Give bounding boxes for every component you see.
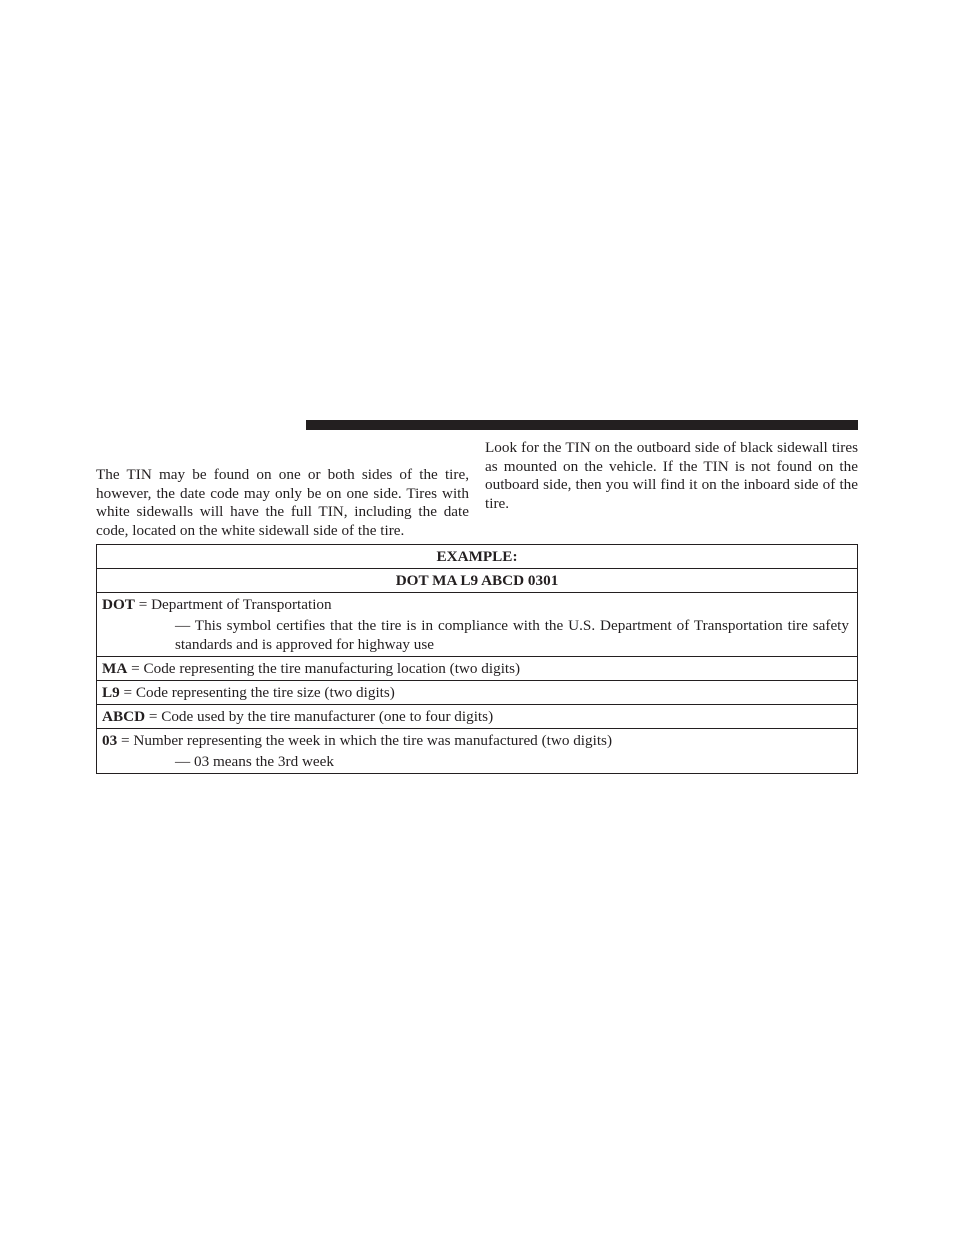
table-row: [97, 657, 858, 681]
table-row: [97, 729, 858, 774]
code-note: — This symbol certifies that the tire is in compliance with the U.S. Department of Transportation tire safety standards and is approved for highway use: [175, 617, 849, 653]
tin-location-paragraph: The TIN may be found on one or both sides of the tire, however, the date code may only be on one side. Tires with white sidewalls will have the full TIN, including the date code, located on the white sidewall side of the tire.: [96, 466, 469, 539]
code-label: MA: [102, 660, 128, 677]
example-code: DOT MA L9 ABCD 0301: [97, 569, 858, 593]
tin-example-table: [96, 544, 858, 774]
table-row: [97, 705, 858, 729]
table-header: EXAMPLE:: [97, 545, 858, 569]
table-cell-ma: [97, 657, 858, 681]
code-description: = Department of Transportation: [134, 596, 332, 613]
table-cell-03: [97, 729, 858, 774]
table-cell-dot: [97, 593, 858, 657]
code-description: = Code representing the tire size (two digits): [119, 684, 395, 701]
table-row: [97, 593, 858, 657]
code-description: = Code used by the tire manufacturer (one to four digits): [145, 708, 494, 725]
code-label: 03: [102, 732, 118, 749]
code-label: ABCD: [102, 708, 146, 725]
code-label: DOT: [102, 596, 135, 613]
tin-outboard-paragraph: Look for the TIN on the outboard side of black sidewall tires as mounted on the vehicle. If the TIN is not found on the outboard side, then you will find it on the inboard side of the tire.: [485, 439, 858, 512]
table-cell-l9: [97, 681, 858, 705]
table-row: [97, 681, 858, 705]
code-label: L9: [102, 684, 120, 701]
code-description: = Number representing the week in which the tire was manufactured (two digits): [117, 732, 613, 749]
code-note: — 03 means the 3rd week: [175, 753, 335, 770]
table-cell-abcd: [97, 705, 858, 729]
section-header-bar: [306, 420, 858, 430]
table-example-row: [97, 569, 858, 593]
table-header-row: [97, 545, 858, 569]
code-description: = Code representing the tire manufacturing location (two digits): [127, 660, 521, 677]
